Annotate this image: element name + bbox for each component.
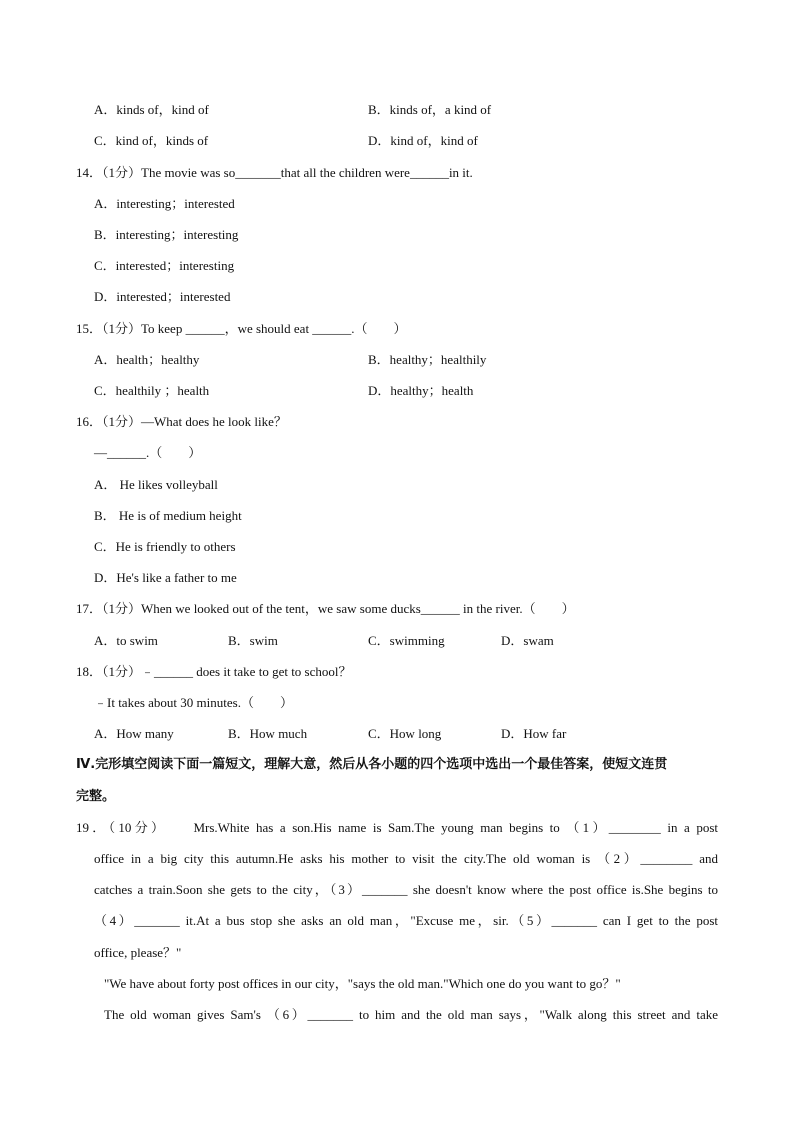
q15-option-b: B．healthy；healthily: [368, 352, 487, 367]
q19-line-2: office in a big city this autumn.He asks his mother to visit the city.The old woman is （2）________ and: [94, 851, 718, 866]
q19-line-4: （4）_______ it.At a bus stop she asks an old man，"Excuse me，sir.（5）_______ can I get to the post: [94, 913, 718, 928]
q16-option-c: C．He is friendly to others: [94, 539, 236, 554]
q13-option-a: A．kinds of，kind of: [94, 102, 209, 117]
q19-line-5: office, please？": [94, 945, 182, 960]
q16-option-a: A． He likes volleyball: [94, 477, 218, 492]
q18-reply: ﹣It takes about 30 minutes.（ ）: [94, 695, 293, 710]
q17-option-b: B．swim: [228, 633, 278, 648]
q16-option-b: B． He is of medium height: [94, 508, 242, 523]
q17-option-d: D．swam: [501, 633, 554, 648]
q18-option-b: B．How much: [228, 726, 308, 741]
q16-answer-blank: —______.（ ）: [94, 445, 202, 460]
q16-stem: 16．（1分）—What does he look like？: [76, 414, 287, 429]
q14-option-d: D．interested；interested: [94, 289, 231, 304]
q19-line-1: 19．（10分） Mrs.White has a son.His name is Sam.The young man begins to （1）________ in a post: [76, 820, 718, 835]
q19-line-7: The old woman gives Sam's （6）_______ to him and the old man says，"Walk along this street and take: [104, 1007, 718, 1022]
q19-line-3: catches a train.Soon she gets to the city，（3）_______ she doesn't know where the post office is.She begins to: [94, 882, 718, 897]
q18-option-d: D．How far: [501, 726, 567, 741]
q17-option-a: A．to swim: [94, 633, 158, 648]
q14-option-a: A．interesting；interested: [94, 196, 235, 211]
q14-option-c: C．interested；interesting: [94, 258, 235, 273]
q18-option-a: A．How many: [94, 726, 174, 741]
q15-option-a: A．health；healthy: [94, 352, 200, 367]
q19-line-6: "We have about forty post offices in our city，"says the old man."Which one do you want to go？": [104, 976, 621, 991]
q13-option-b: B．kinds of，a kind of: [368, 102, 492, 117]
q14-option-b: B．interesting；interesting: [94, 227, 239, 242]
q18-stem: 18．（1分）﹣______ does it take to get to school？: [76, 664, 352, 679]
q17-option-c: C．swimming: [368, 633, 445, 648]
q15-option-c: C．healthily ；health: [94, 383, 210, 398]
q18-option-c: C．How long: [368, 726, 442, 741]
q14-stem: 14．（1分）The movie was so_______that all the children were______in it.: [76, 165, 473, 180]
q17-stem: 17．（1分）When we looked out of the tent，we saw some ducks______ in the river.（ ）: [76, 601, 575, 616]
section-heading: Ⅳ.完形填空阅读下面一篇短文，理解大意，然后从各小题的四个选项中选出一个最佳答案，使短文连贯: [76, 757, 668, 772]
q16-option-d: D．He's like a father to me: [94, 570, 237, 585]
q15-stem: 15．（1分）To keep ______，we should eat ______.（ ）: [76, 321, 407, 336]
q13-option-d: D．kind of，kind of: [368, 133, 478, 148]
q15-option-d: D．healthy；health: [368, 383, 474, 398]
q13-option-c: C．kind of，kinds of: [94, 133, 209, 148]
section-heading-cont: 完整。: [76, 789, 116, 804]
